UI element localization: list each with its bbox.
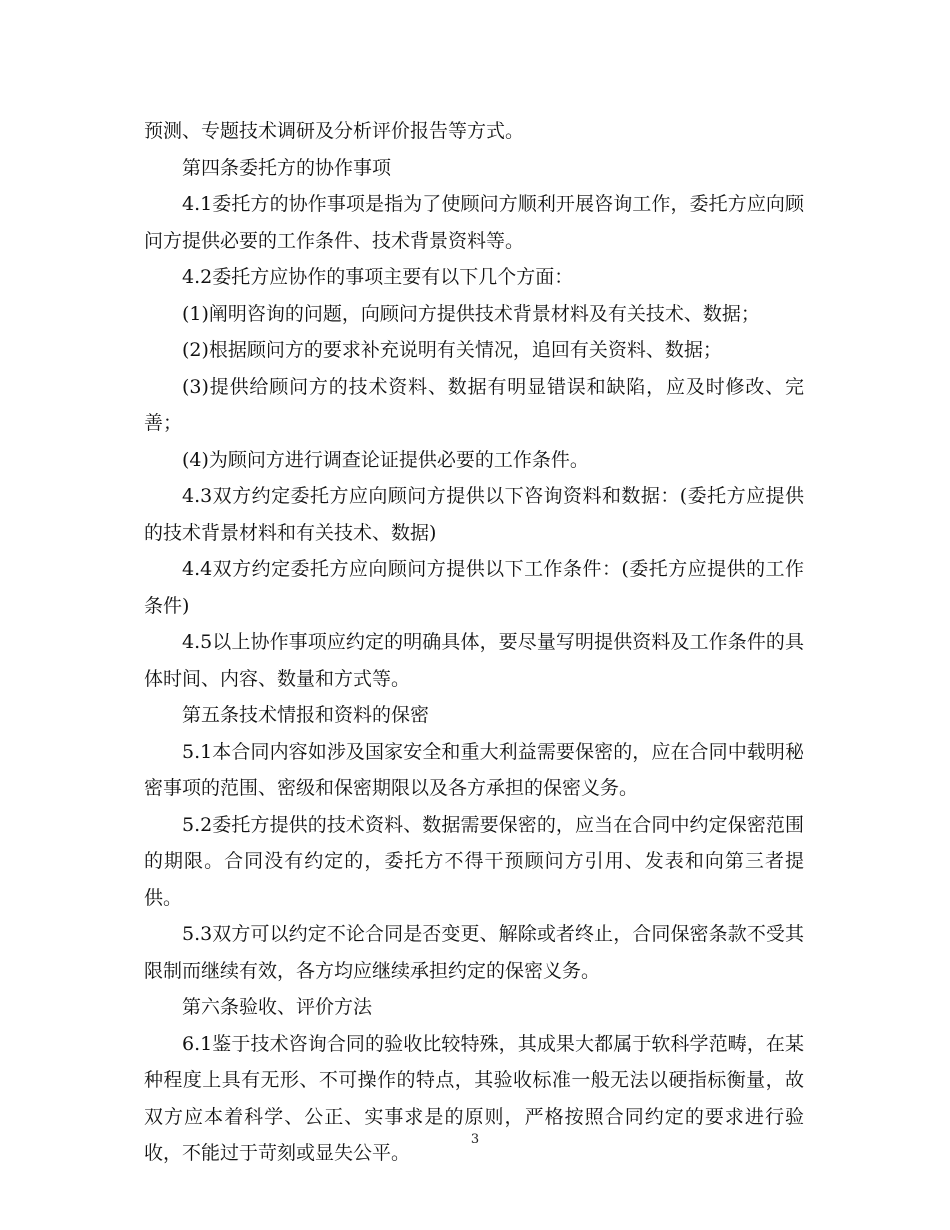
section-heading-article-6: 第六条验收、评价方法 [182, 996, 373, 1018]
list-item-3: (3)提供给顾问方的技术资料、数据有明显错误和缺陷，应及时修改、完善； [144, 375, 804, 434]
list-item-1: (1)阐明咨询的问题，向顾问方提供技术背景材料及有关技术、数据； [182, 302, 760, 325]
paragraph-continuation: 预测、专题技术调研及分析评价报告等方式。 [144, 120, 525, 142]
clause-4-1: 4.1委托方的协作事项是指为了使顾问方顺利开展咨询工作，委托方应向顾问方提供必要的工作条件、技术背景资料等。 [144, 193, 804, 252]
clause-5-3: 5.3双方可以约定不论合同是否变更、解除或者终止，合同保密条款不受其限制而继续有效，各方均应继续承担约定的保密义务。 [144, 923, 804, 982]
document-body [144, 113, 804, 1172]
list-item-4: (4)为顾问方进行调查论证提供必要的工作条件。 [182, 448, 589, 471]
clause-6-1: 6.1鉴于技术咨询合同的验收比较特殊，其成果大都属于软科学范畴，在某种程度上具有无形、不可操作的特点，其验收标准一般无法以硬指标衡量，故双方应本着科学、公正、实事求是的原则，严格按照合同约定的要求进行验收，不能过于苛刻或显失公平。 [144, 1032, 804, 1164]
clause-4-4: 4.4双方约定委托方应向顾问方提供以下工作条件：(委托方应提供的工作条件) [144, 558, 804, 617]
section-heading-article-4: 第四条委托方的协作事项 [182, 156, 392, 179]
clause-5-2: 5.2委托方提供的技术资料、数据需要保密的，应当在合同中约定保密范围的期限。合同没有约定的，委托方不得干预顾问方引用、发表和向第三者提供。 [144, 813, 804, 909]
clause-5-1: 5.1本合同内容如涉及国家安全和重大利益需要保密的，应在合同中载明秘密事项的范围、密级和保密期限以及各方承担的保密义务。 [144, 740, 804, 799]
section-heading-article-5: 第五条技术情报和资料的保密 [182, 704, 430, 726]
clause-4-5: 4.5以上协作事项应约定的明确具体，要尽量写明提供资料及工作条件的具体时间、内容、数量和方式等。 [144, 631, 804, 690]
clause-4-2: 4.2委托方应协作的事项主要有以下几个方面： [182, 266, 574, 288]
page-number: 3 [470, 1132, 480, 1147]
clause-4-3: 4.3双方约定委托方应向顾问方提供以下咨询资料和数据：(委托方应提供的技术背景材料和有关技术、数据) [144, 485, 804, 544]
list-item-2: (2)根据顾问方的要求补充说明有关情况，追回有关资料、数据； [182, 339, 722, 361]
